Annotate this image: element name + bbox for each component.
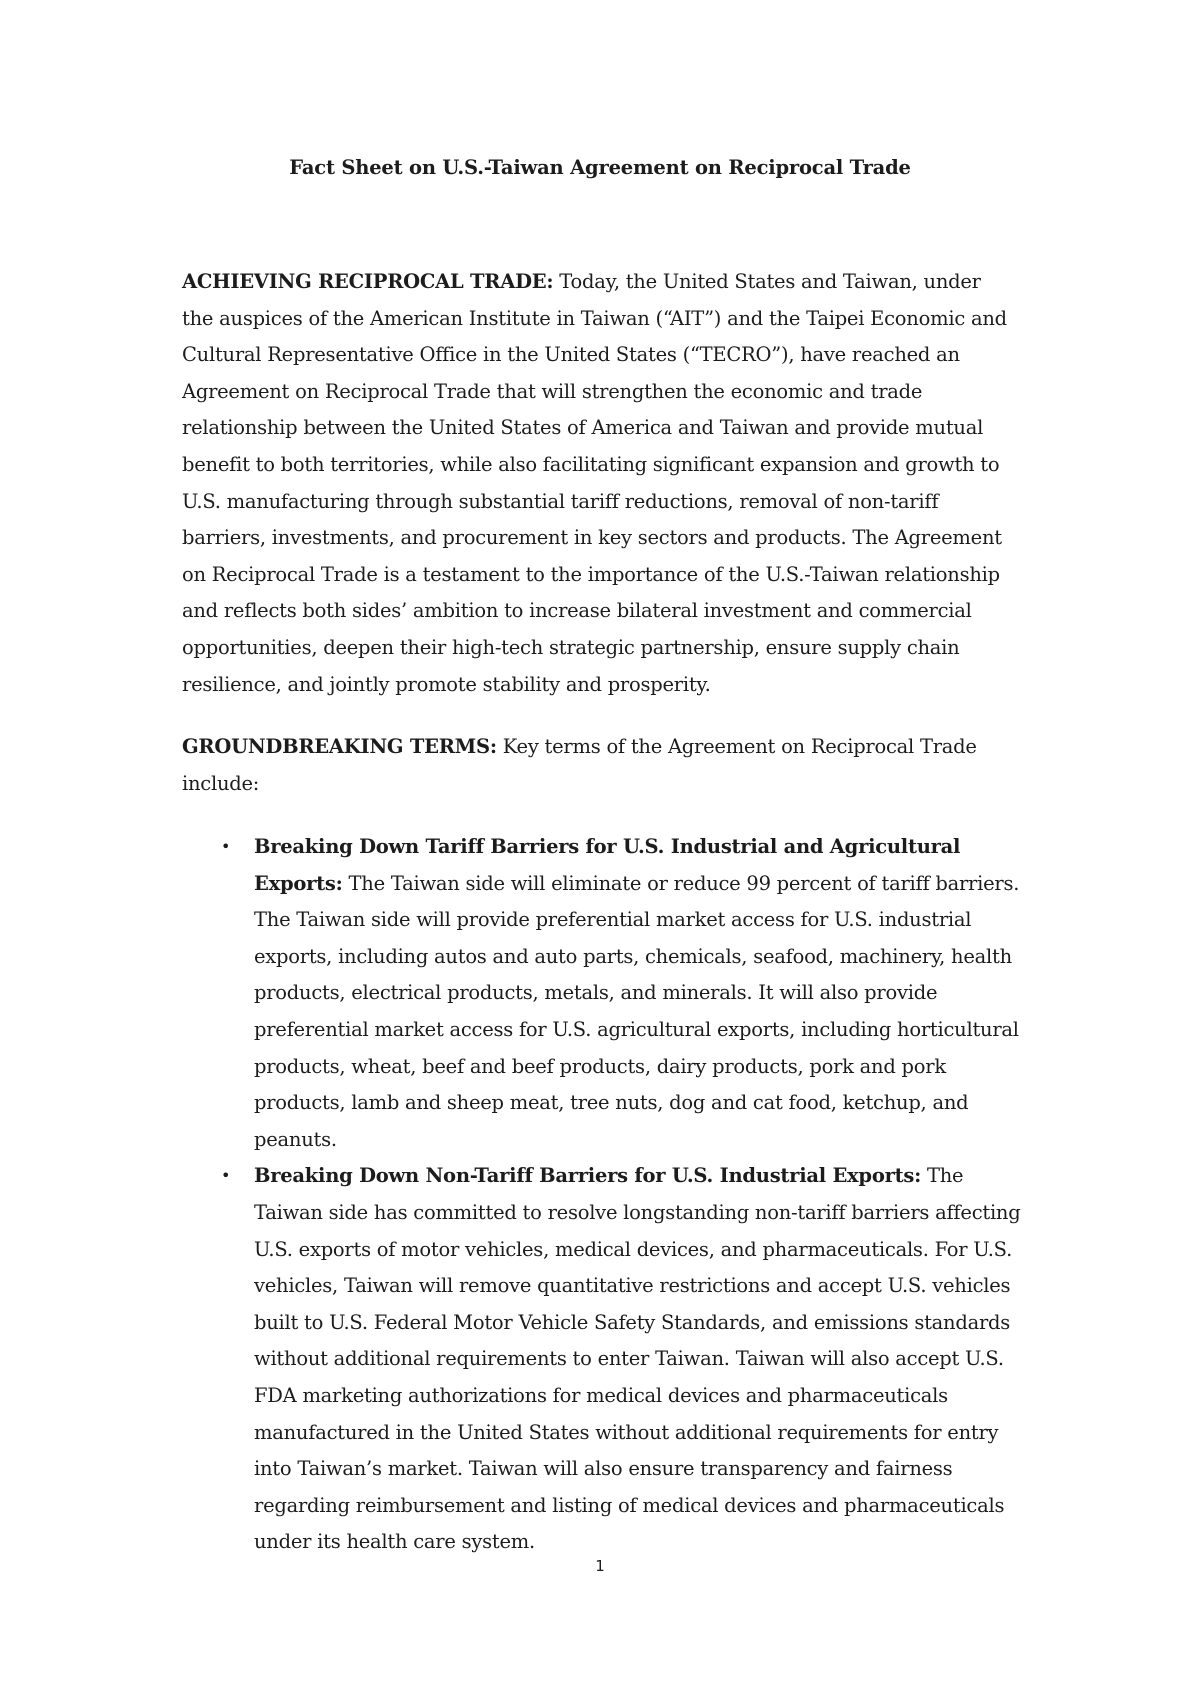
paragraph-groundbreaking-terms xyxy=(182,729,1012,802)
list-item xyxy=(221,829,1024,1158)
list-item xyxy=(221,1158,1024,1561)
list-item-heading: Breaking Down Non-Tariff Barriers for U.S. Industrial Exports: xyxy=(254,1164,922,1188)
bullet-icon: • xyxy=(221,1166,231,1186)
list-item-body: The Taiwan side will eliminate or reduce 99 percent of tariff barriers. The Taiwan side will provide preferential market access for U.S. industrial exports, including autos and auto parts, chemicals, seafood, machinery, health products, electrical products, metals, and minerals. It will also provide preferential market access for U.S. agricultural exports, including horticultural products, wheat, beef and beef products, dairy products, pork and pork products, lamb and sheep meat, tree nuts, dog and cat food, ketchup, and peanuts. xyxy=(254,871,1020,1151)
key-terms-list xyxy=(221,829,1024,1561)
page-number: 1 xyxy=(595,1557,605,1575)
bullet-icon: • xyxy=(221,837,231,856)
paragraph-body: Key terms of the Agreement on Reciprocal Trade include: xyxy=(182,735,977,795)
paragraph-heading: GROUNDBREAKING TERMS: xyxy=(182,735,497,758)
paragraph-body: Today, the United States and Taiwan, under the auspices of the American Institute in Taiwan (“AIT”) and the Taipei Economic and Cultural Representative Office in the United States (“TECRO”), have reached an Agreement on Reciprocal Trade that will strengthen the economic and trade relationship between the United States of America and Taiwan and provide mutual benefit to both territories, while also facilitating significant expansion and growth to U.S. manufacturing through substantial tariff reductions, removal of non-tariff barriers, investments, and procurement in key sectors and products. The Agreement on Reciprocal Trade is a testament to the importance of the U.S.-Taiwan relationship and reflects both sides’ ambition to increase bilateral investment and commercial opportunities, deepen their high-tech strategic partnership, ensure supply chain resilience, and jointly promote stability and prosperity. xyxy=(182,270,1007,696)
list-item-heading: Breaking Down Tariff Barriers for U.S. Industrial and Agricultural Exports: xyxy=(254,835,961,895)
paragraph-heading: ACHIEVING RECIPROCAL TRADE: xyxy=(182,270,554,293)
document-title: Fact Sheet on U.S.-Taiwan Agreement on Reciprocal Trade xyxy=(289,156,911,179)
paragraph-achieving-reciprocal-trade xyxy=(182,264,1012,703)
list-item-body: The Taiwan side has committed to resolve longstanding non-tariff barriers affecting U.S. exports of motor vehicles, medical devices, and pharmaceuticals. For U.S. vehicles, Taiwan will remove quantitative restrictions and accept U.S. vehicles built to U.S. Federal Motor Vehicle Safety Standards, and emissions standards without additional requirements to enter Taiwan. Taiwan will also accept U.S. FDA marketing authorizations for medical devices and pharmaceuticals manufactured in the United States without additional requirements for entry into Taiwan’s market. Taiwan will also ensure transparency and fairness regarding reimbursement and listing of medical devices and pharmaceuticals under its health care system. xyxy=(254,1164,1021,1554)
